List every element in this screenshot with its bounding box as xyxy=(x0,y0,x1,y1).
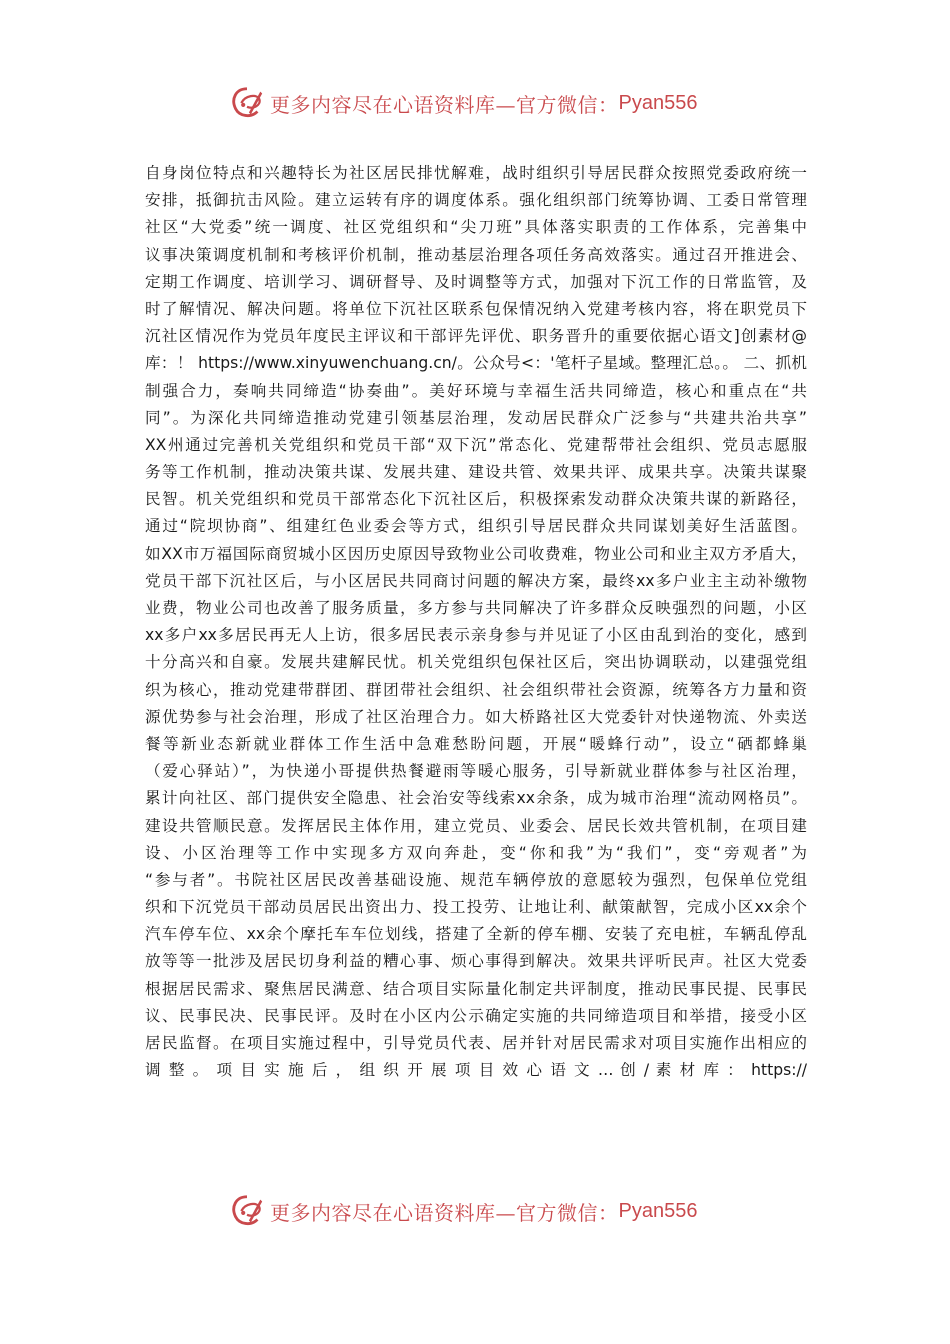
text-line: 织为核心，推动党建带群团、群团带社会组织、社会组织带社会资源，统筹各方力量和资 xyxy=(145,680,807,699)
text-line: （爱心驿站）”，为快递小哥提供热餐避雨等暖心服务，引导新就业群体参与社区治理， xyxy=(145,762,807,781)
text-line: 业费，物业公司也改善了服务质量，多方参与共同解决了许多群众反映强烈的问题，小区 xyxy=(145,599,807,617)
text-line: xx多户xx多居民再无人上访，很多居民表示亲身参与并见证了小区由乱到治的变化，感到 xyxy=(145,626,807,645)
text-line: XX州通过完善机关党组织和党员干部“双下沉”常态化、党建帮带社会组织、党员志愿服 xyxy=(145,435,807,454)
text-line: 党员干部下沉社区后，与小区居民共同商讨问题的解决方案，最终xx多户业主主动补缴物 xyxy=(145,571,807,590)
text-line: 安排，抵御抗击风险。建立运转有序的调度体系。强化组织部门统筹协调、工委日常管理 xyxy=(145,191,807,210)
text-line: 调 整 。 项 目 实 施 后 ， 组 织 开 展 项 目 效 心 语 文 … 创 / 素 材 库 ： https:// xyxy=(145,1061,807,1080)
text-line: 务等工作机制，推动决策共谋、发展共建、建设共管、效果共评、成果共享。决策共谋聚 xyxy=(145,463,807,482)
text-line: 通过“院坝协商”、组建红色业委会等方式，组织引导居民群众共同谋划美好生活蓝图。 xyxy=(145,517,807,536)
text-line: 如XX市万福国际商贸城小区因历史原因导致物业公司收费难，物业公司和业主双方矛盾大， xyxy=(145,544,807,563)
banner-text: 更多内容尽在心语资料库—官方微信： xyxy=(270,92,619,117)
text-line: 沉社区情况作为党员年度民主评议和干部评先评优、职务晋升的重要依据心语文]创素材@ xyxy=(145,327,807,346)
text-line: 设、小区治理等工作中实现多方双向奔赴，变“你和我”为“我们”，变“旁观者”为 xyxy=(145,843,807,862)
footer-banner xyxy=(0,1188,950,1234)
text-line: “参与者”。书院社区居民改善基础设施、规范车辆停放的意愿较为强烈，包保单位党组 xyxy=(145,870,807,889)
document-body xyxy=(145,160,807,1084)
pen-swirl-logo-icon xyxy=(228,1192,266,1230)
text-line: 累计向社区、部门提供安全隐患、社会治安等线索xx余条，成为城市治理“流动网格员”。 xyxy=(145,789,807,808)
banner-text: 更多内容尽在心语资料库—官方微信： xyxy=(270,1200,619,1225)
text-line: 社区“大党委”统一调度、社区党组织和“尖刀班”具体落实职责的工作体系，完善集中 xyxy=(145,218,807,237)
text-line: 放等等一批涉及居民切身利益的糟心事、烦心事得到解决。效果共评听民声。社区大党委 xyxy=(145,952,807,971)
text-line: 同”。为深化共同缔造推动党建引领基层治理，发动居民群众广泛参与“共建共治共享” xyxy=(145,408,807,427)
header-banner xyxy=(0,80,950,126)
text-line: 自身岗位特点和兴趣特长为社区居民排忧解难，战时组织引导居民群众按照党委政府统一 xyxy=(145,164,807,182)
text-line: 十分高兴和自豪。发展共建解民忧。机关党组织包保社区后，突出协调联动，以建强党组 xyxy=(145,653,807,672)
text-line: 议事决策调度机制和考核评价机制，推动基层治理各项任务高效落实。通过召开推进会、 xyxy=(145,245,807,264)
text-line: 汽车停车位、xx余个摩托车车位划线，搭建了全新的停车棚、安装了充电桩，车辆乱停乱 xyxy=(145,925,807,944)
text-line: 库：！ https://www.xinyuwenchuang.cn/。公众号<：'笔杆子星域。整理汇总。。 二、抓机 xyxy=(145,354,807,373)
text-line: 建设共管顺民意。发挥居民主体作用，建立党员、业委会、居民长效共管机制，在项目建 xyxy=(145,816,807,835)
banner-wechat-id: Pyan556 xyxy=(618,1199,698,1222)
text-line: 居民监督。在项目实施过程中，引导党员代表、居并针对居民需求对项目实施作出相应的 xyxy=(145,1034,807,1052)
text-line: 定期工作调度、培训学习、调研督导、及时调整等方式，加强对下沉工作的日常监管，及 xyxy=(145,272,807,291)
text-line: 餐等新业态新就业群体工作生活中急难愁盼问题，开展“暖蜂行动”，设立“硒都蜂巢 xyxy=(145,734,807,753)
pen-swirl-logo-icon xyxy=(228,84,266,122)
text-line: 议、民事民决、民事民评。及时在小区内公示确定实施的共同缔造项目和举措，接受小区 xyxy=(145,1006,807,1025)
text-line: 制强合力，奏响共同缔造“协奏曲”。美好环境与幸福生活共同缔造，核心和重点在“共 xyxy=(145,381,807,400)
text-line: 源优势参与社会治理，形成了社区治理合力。如大桥路社区大党委针对快递物流、外卖送 xyxy=(145,707,807,726)
text-line: 织和下沉党员干部动员居民出资出力、投工投劳、让地让利、献策献智，完成小区xx余个 xyxy=(145,898,807,917)
text-line: 根据居民需求、聚焦居民满意、结合项目实际量化制定共评制度，推动民事民提、民事民 xyxy=(145,979,807,998)
banner-wechat-id: Pyan556 xyxy=(618,91,698,114)
text-line: 民智。机关党组织和党员干部常态化下沉社区后，积极探索发动群众决策共谋的新路径， xyxy=(145,490,807,509)
text-line: 时了解情况、解决问题。将单位下沉社区联系包保情况纳入党建考核内容，将在职党员下 xyxy=(145,299,807,318)
